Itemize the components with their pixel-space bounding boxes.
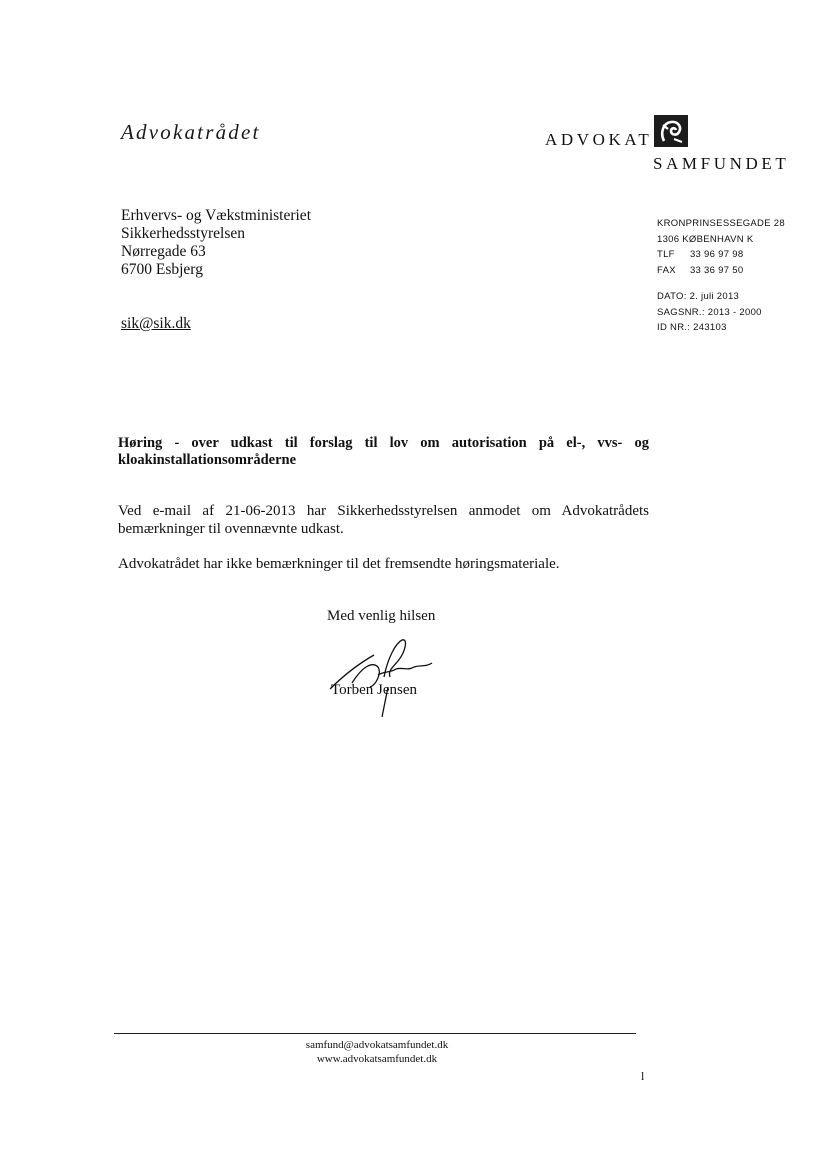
advokatsamfundet-logo-icon <box>654 115 688 147</box>
recipient-line: Sikkerhedsstyrelsen <box>121 225 245 242</box>
closing-salutation: Med venlig hilsen <box>327 608 436 624</box>
recipient-address <box>121 207 311 279</box>
recipient-line: 6700 Esbjerg <box>121 261 203 278</box>
sender-info <box>657 216 785 336</box>
recipient-line: Nørregade 63 <box>121 243 206 260</box>
letter-date: DATO: 2. juli 2013 <box>657 291 740 302</box>
footer-divider <box>114 1033 636 1034</box>
case-number: SAGSNR.: 2013 - 2000 <box>657 306 762 318</box>
fax-number: 33 36 97 50 <box>689 264 744 276</box>
body-paragraph-1 <box>118 502 649 538</box>
body-paragraph-1-line-2: bemærkninger til ovennævnte udkast. <box>118 521 344 537</box>
footer-website-link[interactable]: www.advokatsamfundet.dk <box>316 1053 438 1065</box>
sender-phone-row <box>657 247 785 263</box>
sender-city: 1306 KØBENHAVN K <box>657 233 754 245</box>
id-number: ID NR.: 243103 <box>657 322 727 333</box>
body-paragraph-1-line-1: Ved e-mail af 21-06-2013 har Sikkerhedsstyrelsen anmodet om Advokatrådets <box>118 503 649 519</box>
logo-text-samfundet: SAMFUNDET <box>653 154 790 173</box>
footer <box>200 1038 554 1066</box>
recipient-line: Erhvervs- og Vækstministeriet <box>121 207 311 224</box>
phone-label: TLF <box>657 249 675 260</box>
letter-subject: Høring - over udkast til forslag til lov om autorisation på el-, vvs- og kloakinstallationsområderne <box>118 435 649 468</box>
phone-number: 33 96 97 98 <box>689 249 744 260</box>
sender-street: KRONPRINSESSEGADE 28 <box>657 218 785 229</box>
handwritten-signature <box>322 637 442 719</box>
page-mark: l <box>641 1069 645 1083</box>
sender-fax-row <box>657 263 785 279</box>
footer-email-link[interactable]: samfund@advokatsamfundet.dk <box>305 1039 449 1051</box>
body-paragraph-2: Advokatrådet har ikke bemærkninger til det fremsendte høringsmateriale. <box>118 556 560 572</box>
advokatraadet-heading: Advokatrådet <box>121 120 261 144</box>
recipient-email-link[interactable]: sik@sik.dk <box>121 315 191 332</box>
signatory-name: Torben Jensen <box>331 682 418 698</box>
logo-text-advokat: ADVOKAT <box>545 130 653 149</box>
fax-label: FAX <box>657 264 676 276</box>
